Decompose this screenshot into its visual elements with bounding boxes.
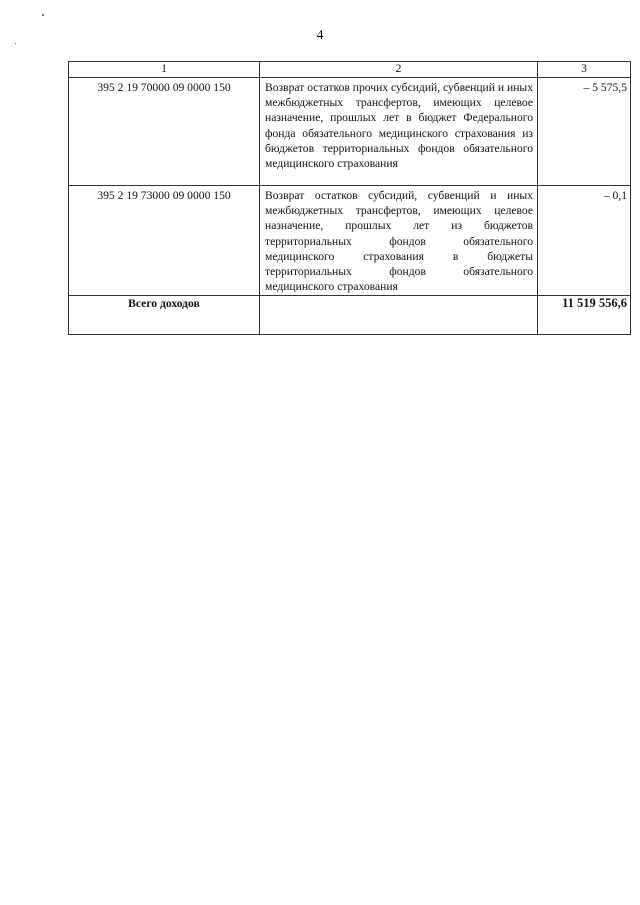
- total-value: 11 519 556,6: [538, 296, 631, 335]
- amount-cell: – 5 575,5: [538, 78, 631, 186]
- scan-speck: [42, 14, 44, 16]
- amount-cell: – 0,1: [538, 186, 631, 296]
- income-table: [68, 61, 631, 335]
- column-header-3: 3: [538, 62, 631, 78]
- description-cell: Возврат остатков прочих субсидий, субвенций и иных межбюджетных трансфертов, имеющих целевое назначение, прошлых лет в бюджет Федерального фонда обязательного медицинского страхования из бюджетов территориальных фондов обязательного медицинского страхования: [260, 78, 538, 186]
- total-label: Всего доходов: [69, 296, 260, 335]
- column-header-1: 1: [69, 62, 260, 78]
- total-row: [69, 296, 631, 335]
- table-row: [69, 78, 631, 186]
- budget-code-cell: 395 2 19 73000 09 0000 150: [69, 186, 260, 296]
- description-cell: Возврат остатков субсидий, субвенций и иных межбюджетных трансфертов, имеющих целевое назначение, прошлых лет из бюджетов территориальных фондов обязательного медицинского страхования в бюджеты территориальных фондов обязательного медицинского страхования: [260, 186, 538, 296]
- page-number: 4: [316, 28, 324, 43]
- budget-code-cell: 395 2 19 70000 09 0000 150: [69, 78, 260, 186]
- table-row: [69, 186, 631, 296]
- column-header-2: 2: [260, 62, 538, 78]
- total-empty-cell: [260, 296, 538, 335]
- table-header-row: [69, 62, 631, 78]
